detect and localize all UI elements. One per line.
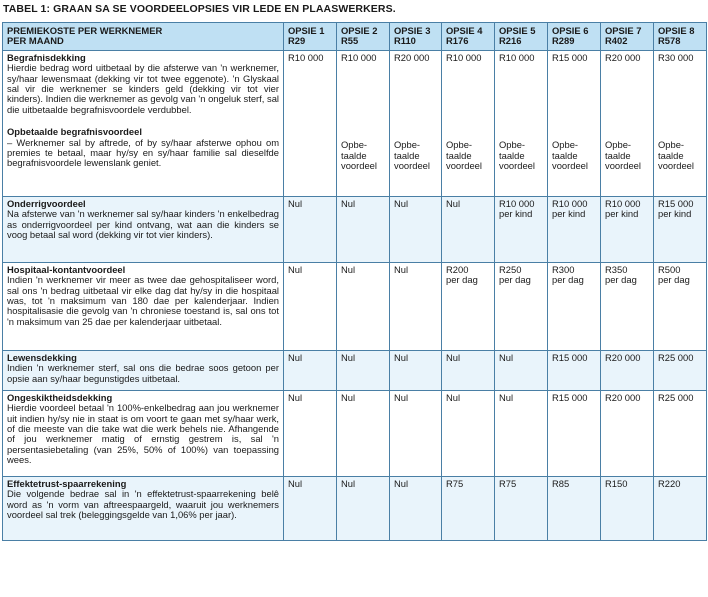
cell-value: R10 000 Opbe- taalde voordeel xyxy=(442,50,495,196)
header-premium-cost: PREMIEKOSTE PER WERKNEMER PER MAAND xyxy=(3,23,284,51)
cell-value: Nul xyxy=(442,390,495,476)
header-option-1: OPSIE 1 R29 xyxy=(284,23,337,51)
header-option-3: OPSIE 3 R110 xyxy=(390,23,442,51)
cell-value: Nul xyxy=(495,350,548,390)
row-description: Onderrigvoordeel Na afsterwe van 'n werknemer sal sy/haar kinders 'n enkelbedrag as onderrigvoordeel per kind ontvang, wat aan die kinders se voog betaal sal word (dekking vir tot vier kinders). xyxy=(3,196,284,262)
table-row xyxy=(3,262,707,350)
cell-value: R250 per dag xyxy=(495,262,548,350)
cell-value: Nul xyxy=(390,350,442,390)
table-row xyxy=(3,50,707,196)
cell-value: Nul xyxy=(390,476,442,540)
benefits-table xyxy=(2,22,707,541)
cell-value: R15 000 xyxy=(548,390,601,476)
cell-value: R10 000 Opbe- taalde voordeel xyxy=(495,50,548,196)
cell-value: R25 000 xyxy=(654,390,707,476)
cell-value: R10 000 per kind xyxy=(548,196,601,262)
cell-value: Nul xyxy=(337,390,390,476)
cell-value: Nul xyxy=(442,196,495,262)
cell-value: R30 000 Opbe- taalde voordeel xyxy=(654,50,707,196)
header-row xyxy=(3,23,707,51)
row-description: Ongeskiktheidsdekking Hierdie voordeel betaal 'n 100%-enkelbedrag aan jou werknemer uit indien hy/sy nie in staat is om voort te gaan met sy/haar werk, of die meeste van die take wat die werk behels nie. Afhangende of jou werknemer matig of ernstig gestrem is, sal 'n persentasiebetaling (van 25%, 50% of 100%) van toepassing wees. xyxy=(3,390,284,476)
cell-value: R25 000 xyxy=(654,350,707,390)
cell-value: R350 per dag xyxy=(601,262,654,350)
row-description: Hospitaal-kontantvoordeel Indien 'n werknemer vir meer as twee dae gehospitaliseer word, sal ons 'n bedrag uitbetaal vir elke dag dat hy/sy in die hospitaal was, tot 'n maksimum van 180 dae per kalenderjaar. Indien hospitalisasie die gevolg van 'n chroniese toestand is, sal ons tot 'n maksimum van 25 dae per kalenderjaar uitbetaal. xyxy=(3,262,284,350)
cell-value: Nul xyxy=(390,262,442,350)
header-option-2: OPSIE 2 R55 xyxy=(337,23,390,51)
cell-value: R150 xyxy=(601,476,654,540)
cell-value: R10 000 per kind xyxy=(495,196,548,262)
header-option-4: OPSIE 4 R176 xyxy=(442,23,495,51)
cell-value: R300 per dag xyxy=(548,262,601,350)
header-option-6: OPSIE 6 R289 xyxy=(548,23,601,51)
cell-value: R85 xyxy=(548,476,601,540)
cell-value: R20 000 xyxy=(601,390,654,476)
cell-value: R200 per dag xyxy=(442,262,495,350)
cell-value: Nul xyxy=(390,390,442,476)
table-row xyxy=(3,390,707,476)
cell-value: R75 xyxy=(495,476,548,540)
header-option-8: OPSIE 8 R578 xyxy=(654,23,707,51)
cell-value: R15 000 Opbe- taalde voordeel xyxy=(548,50,601,196)
cell-value: R220 xyxy=(654,476,707,540)
header-option-5: OPSIE 5 R216 xyxy=(495,23,548,51)
cell-value: Nul xyxy=(284,350,337,390)
table-row xyxy=(3,196,707,262)
cell-value: Nul xyxy=(337,262,390,350)
cell-value: Nul xyxy=(337,350,390,390)
row-description: Lewensdekking Indien 'n werknemer sterf, sal ons die bedrae soos getoon per opsie aan sy/haar begunstigdes uitbetaal. xyxy=(3,350,284,390)
cell-value: R10 000 xyxy=(284,50,337,196)
cell-value: R20 000 Opbe- taalde voordeel xyxy=(601,50,654,196)
row-description: Effektetrust-spaarrekening Die volgende bedrae sal in 'n effektetrust-spaarrekening belê word as 'n vorm van aftreespaargeld, waaruit jou werknemers voordeel sal trek (beleggingsgelde van 1,06% per jaar). xyxy=(3,476,284,540)
cell-value: R20 000 Opbe- taalde voordeel xyxy=(390,50,442,196)
cell-value: R10 000 Opbe- taalde voordeel xyxy=(337,50,390,196)
header-option-7: OPSIE 7 R402 xyxy=(601,23,654,51)
cell-value: Nul xyxy=(337,476,390,540)
cell-value: Nul xyxy=(390,196,442,262)
table-row xyxy=(3,350,707,390)
table-title: TABEL 1: GRAAN SA SE VOORDEELOPSIES VIR LEDE EN PLAASWERKERS. xyxy=(3,3,396,15)
cell-value: R75 xyxy=(442,476,495,540)
cell-value: Nul xyxy=(442,350,495,390)
cell-value: Nul xyxy=(495,390,548,476)
cell-value: Nul xyxy=(284,262,337,350)
cell-value: R15 000 xyxy=(548,350,601,390)
cell-value: Nul xyxy=(284,476,337,540)
cell-value: R15 000 per kind xyxy=(654,196,707,262)
cell-value: R10 000 per kind xyxy=(601,196,654,262)
cell-value: R20 000 xyxy=(601,350,654,390)
cell-value: Nul xyxy=(337,196,390,262)
cell-value: Nul xyxy=(284,196,337,262)
cell-value: Nul xyxy=(284,390,337,476)
cell-value: R500 per dag xyxy=(654,262,707,350)
table-row xyxy=(3,476,707,540)
row-description: Begrafnisdekking Hierdie bedrag word uitbetaal by die afsterwe van 'n werknemer, sy/haar lewensmaat (dekking vir tot twee eggenote). 'n Glyskaal sal vir die werknemer se kinders geld (dekking vir tot vier kinders). Indien die werknemer as gevolg van 'n ongeluk sterf, sal die uitbetaalde begrafnisvoordele verdubbel. Opbetaalde begrafnisvoordeel – Werknemer sal by aftrede, of by sy/haar afsterwe ophou om premies te betaal, maar hy/sy en sy/haar familie sal dieselfde begrafnisvoordele lewenslank geniet. xyxy=(3,50,284,196)
